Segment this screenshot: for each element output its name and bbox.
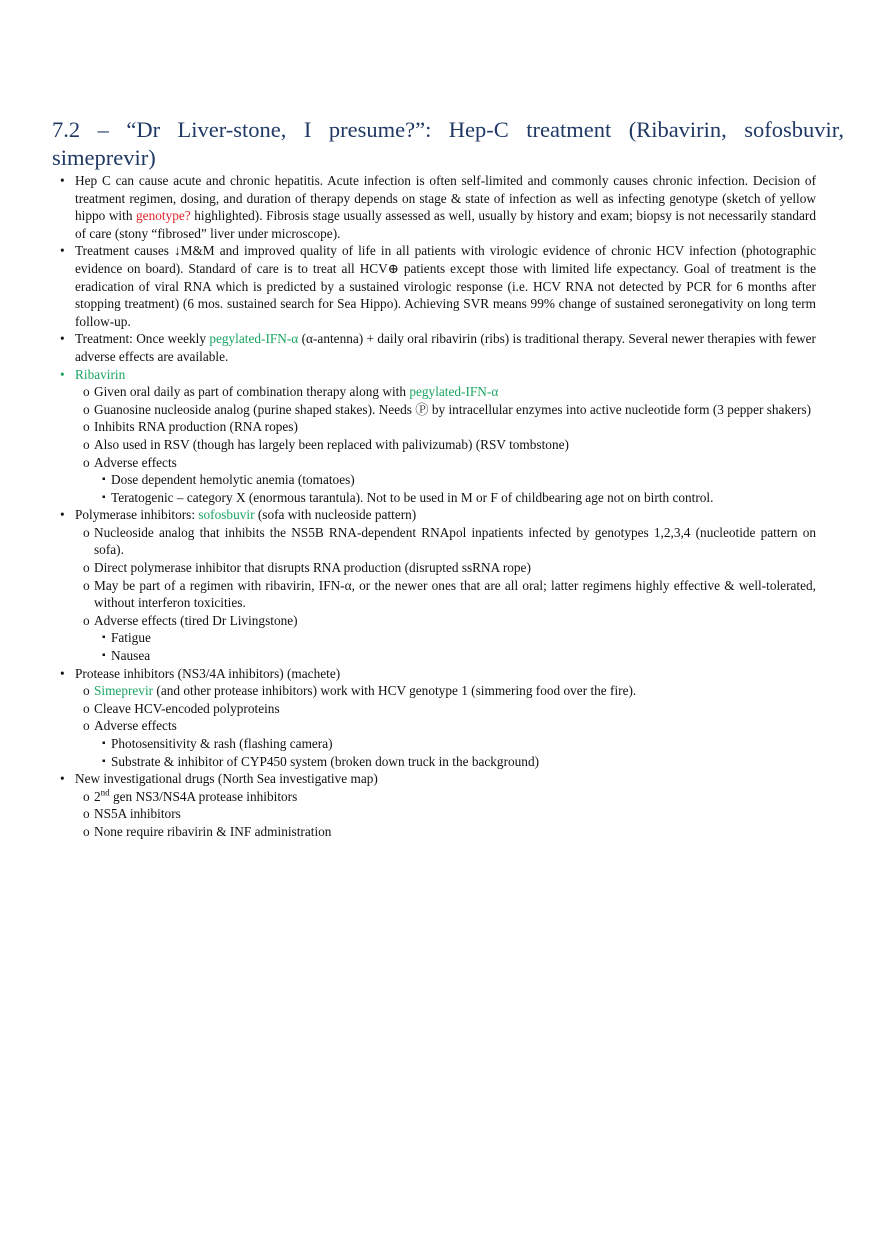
drug-name-simeprevir: Simeprevir bbox=[94, 683, 154, 699]
list-item: o Guanosine nucleoside analog (purine shaped stakes). Needs Ⓟ by intracellular enzymes into active nucleotide form (3 pepper shakers) bbox=[83, 401, 812, 417]
heading-line-2: simeprevir) bbox=[52, 145, 156, 170]
list-item: ▪ Fatigue bbox=[102, 630, 151, 646]
list-item: ▪ Dose dependent hemolytic anemia (tomatoes) bbox=[102, 472, 355, 488]
list-item: o Adverse effects bbox=[83, 454, 177, 470]
list-item: o Adverse effects bbox=[83, 718, 177, 734]
bullet-marker: • bbox=[60, 331, 65, 347]
bullet-marker: • bbox=[60, 243, 65, 259]
bullet-marker: • bbox=[60, 366, 65, 382]
list-item: o Cleave HCV-encoded polyproteins bbox=[83, 700, 280, 716]
list-item: o Given oral daily as part of combination therapy along with pegylated-IFN-α bbox=[83, 384, 499, 400]
list-item: o None require ribavirin & INF administration bbox=[83, 823, 332, 839]
list-item: ▪ Substrate & inhibitor of CYP450 system (broken down truck in the background) bbox=[102, 753, 540, 769]
list-item: o Simeprevir (and other protease inhibitors) work with HCV genotype 1 (simmering food over the fire). bbox=[83, 683, 637, 699]
bullet-marker: • bbox=[60, 771, 65, 787]
list-item: ▪ Teratogenic – category X (enormous tarantula). Not to be used in M or F of childbearing age not on birth control. bbox=[102, 489, 714, 505]
list-item: o Also used in RSV (though has largely been replaced with palivizumab) (RSV tombstone) bbox=[83, 436, 569, 452]
bullet-investigational-drugs: • New investigational drugs (North Sea investigative map) bbox=[60, 771, 378, 787]
heading-line-1: 7.2 – “Dr Liver-stone, I presume?”: Hep-C treatment (Ribavirin, sofosbuvir, bbox=[52, 117, 844, 142]
list-item: o Nucleoside analog that inhibits the NS5B RNA-dependent RNApol inpatients infected by genotypes 1,2,3,4 (nucleotide pattern on sofa). bbox=[83, 524, 816, 558]
genotype-highlight: genotype? bbox=[136, 208, 191, 224]
bullet-polymerase-inhibitors: • Polymerase inhibitors: sofosbuvir (sofa with nucleoside pattern) bbox=[60, 507, 417, 523]
list-item: o 2nd gen NS3/NS4A protease inhibitors bbox=[83, 787, 298, 804]
list-item: o May be part of a regimen with ribavirin, IFN-α, or the newer ones that are all oral; latter regimens highly effective & well-tolerated, without interferon toxicities. bbox=[83, 577, 816, 611]
list-item: ▪ Photosensitivity & rash (flashing camera) bbox=[102, 736, 333, 751]
bullet-protease-inhibitors: • Protease inhibitors (NS3/4A inhibitors) (machete) bbox=[60, 665, 341, 681]
bullet-treatment-goals: • Treatment causes ↓M&M and improved quality of life in all patients with virologic evidence of chronic HCV infection (photographic evidence on board). Standard of care is to treat all HCV⊕ patients except those with limited life expectancy. Goal of treatment is the eradication of viral RNA which is predicted by a sustained virologic response (i.e. HCV RNA not detected by PCR for 6 months after stopping treatment) (6 mos. sustained search for Sea Hippo). Achieving SVR means 99% change of sustained seronegativity on long term follow-up. bbox=[60, 243, 816, 329]
bullet-ribavirin bbox=[60, 366, 816, 384]
bullet-marker: • bbox=[60, 665, 65, 681]
list-item: o Inhibits RNA production (RNA ropes) bbox=[83, 419, 298, 435]
drug-name-ribavirin: Ribavirin bbox=[75, 366, 126, 382]
bullet-traditional-therapy: • Treatment: Once weekly pegylated-IFN-α (α-antenna) + daily oral ribavirin (ribs) is traditional therapy. Several newer therapies with fewer adverse effects are available. bbox=[60, 331, 816, 364]
list-item: o Adverse effects (tired Dr Livingstone) bbox=[83, 612, 298, 628]
bullet-marker: • bbox=[60, 173, 65, 188]
drug-name-sofosbuvir: sofosbuvir bbox=[198, 507, 255, 523]
drug-name-peg-ifn: pegylated-IFN-α bbox=[409, 384, 499, 400]
list-item: ▪ Nausea bbox=[102, 648, 151, 664]
bullet-hep-c-overview: • Hep C can cause acute and chronic hepatitis. Acute infection is often self-limited and commonly causes chronic infection. Decision of treatment regimen, dosing, and duration of therapy depends on stage & state of infection as well as infecting genotype (sketch of yellow hippo with genotype? highlighted). Fibrosis stage usually assessed as well, usually by history and exam; biopsy is not necessarily standard of care (stony “fibrosed” liver under microscope). bbox=[60, 173, 817, 241]
list-item: o Direct polymerase inhibitor that disrupts RNA production (disrupted ssRNA rope) bbox=[83, 560, 531, 576]
drug-name-peg-ifn: pegylated-IFN-α bbox=[209, 331, 299, 347]
list-item: o NS5A inhibitors bbox=[83, 806, 181, 822]
section-heading bbox=[52, 116, 844, 172]
bullet-marker: • bbox=[60, 507, 65, 523]
document-body bbox=[60, 172, 816, 841]
